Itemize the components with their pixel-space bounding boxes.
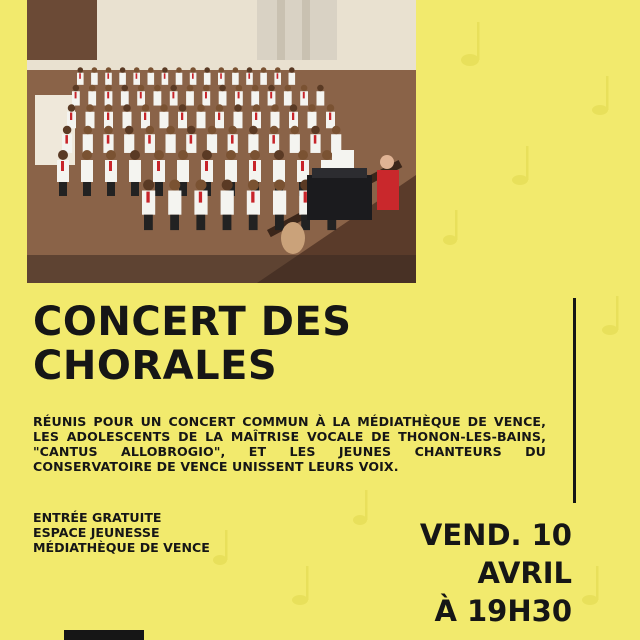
decorative-bar xyxy=(64,630,144,640)
info-line: ESPACE JEUNESSE xyxy=(33,525,160,540)
event-description: RÉUNIS POUR UN CONCERT COMMUN À LA MÉDIATHÈQUE DE VENCE, LES ADOLESCENTS DE LA MAÎTRISE VOCALE DE THONON-LES-BAINS, "CANTUS ALLOBROGIO", ET LES JEUNES CHANTEURS DU CONSERVATOIRE DE VENCE UNISSENT LEURS VOIX. xyxy=(33,414,546,474)
event-info xyxy=(33,510,210,555)
piano xyxy=(307,175,372,220)
date-line: VEND. 10 xyxy=(419,518,572,552)
vertical-divider xyxy=(573,298,576,503)
title-line: CHORALES xyxy=(33,343,278,389)
info-line: MÉDIATHÈQUE DE VENCE xyxy=(33,540,210,555)
pianist xyxy=(377,170,399,210)
event-date xyxy=(420,516,572,630)
info-line: ENTRÉE GRATUITE xyxy=(33,510,162,525)
title-line: CONCERT DES xyxy=(33,299,352,345)
concert-title xyxy=(33,300,553,388)
choir-photo xyxy=(27,0,416,283)
date-line: À 19H30 xyxy=(434,594,572,628)
date-line: AVRIL xyxy=(477,556,572,590)
